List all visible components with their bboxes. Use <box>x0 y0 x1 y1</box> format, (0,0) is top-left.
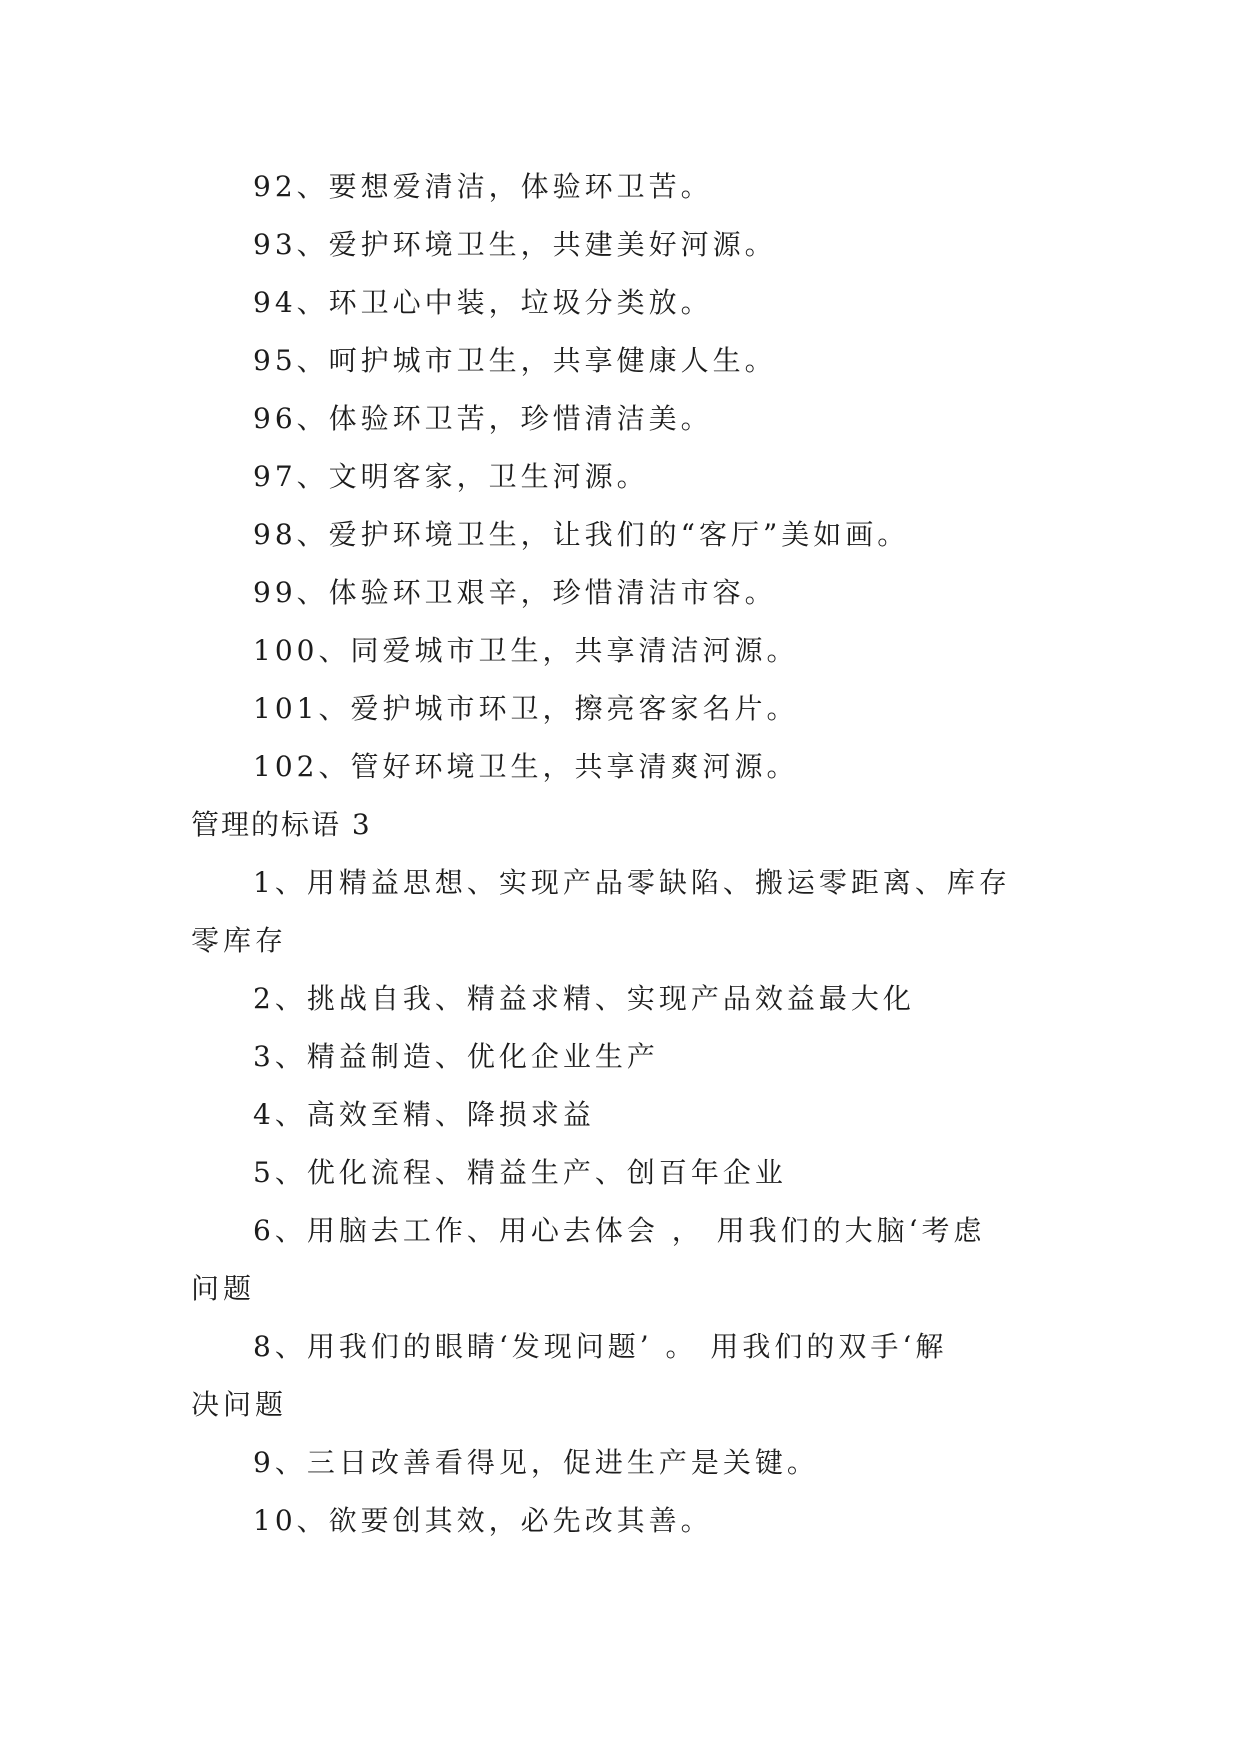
management-slogan-8-continued: 决问题 <box>191 1388 288 1421</box>
management-slogan-5: 5、优化流程、精益生产、创百年企业 <box>253 1156 787 1189</box>
document-body <box>191 158 1051 1550</box>
slogan-line-102: 102、管好环境卫生，共享清爽河源。 <box>253 750 799 783</box>
slogan-line-98: 98、爱护环境卫生，让我们的“客厅”美如画。 <box>253 518 910 551</box>
slogan-line-95: 95、呵护城市卫生，共享健康人生。 <box>253 344 777 377</box>
slogan-line-97: 97、文明客家，卫生河源。 <box>253 460 649 493</box>
management-slogan-6: 6、用脑去工作、用心去体会 ， 用我们的大脑‘考虑 <box>253 1214 986 1247</box>
slogan-line-94: 94、环卫心中装，垃圾分类放。 <box>253 286 713 319</box>
management-slogan-2: 2、挑战自我、精益求精、实现产品效益最大化 <box>253 982 915 1015</box>
management-slogan-3: 3、精益制造、优化企业生产 <box>253 1040 659 1073</box>
management-slogan-1: 1、用精益思想、实现产品零缺陷、搬运零距离、库存 <box>253 866 1011 899</box>
slogan-line-101: 101、爱护城市环卫，擦亮客家名片。 <box>253 692 799 725</box>
management-slogan-10: 10、欲要创其效，必先改其善。 <box>253 1504 713 1537</box>
section-heading: 管理的标语 3 <box>191 808 372 841</box>
slogan-line-96: 96、体验环卫苦，珍惜清洁美。 <box>253 402 713 435</box>
management-slogan-4: 4、高效至精、降损求益 <box>253 1098 595 1131</box>
management-slogan-8: 8、用我们的眼睛‘发现问题’ 。 用我们的双手‘解 <box>253 1330 948 1363</box>
slogan-line-92: 92、要想爱清洁，体验环卫苦。 <box>253 170 713 203</box>
management-slogan-1-continued: 零库存 <box>191 924 288 957</box>
management-slogan-9: 9、三日改善看得见，促进生产是关键。 <box>253 1446 819 1479</box>
slogan-line-93: 93、爱护环境卫生，共建美好河源。 <box>253 228 777 261</box>
slogan-line-99: 99、体验环卫艰辛，珍惜清洁市容。 <box>253 576 777 609</box>
management-slogan-6-continued: 问题 <box>191 1272 256 1305</box>
slogan-line-100: 100、同爱城市卫生，共享清洁河源。 <box>253 634 799 667</box>
